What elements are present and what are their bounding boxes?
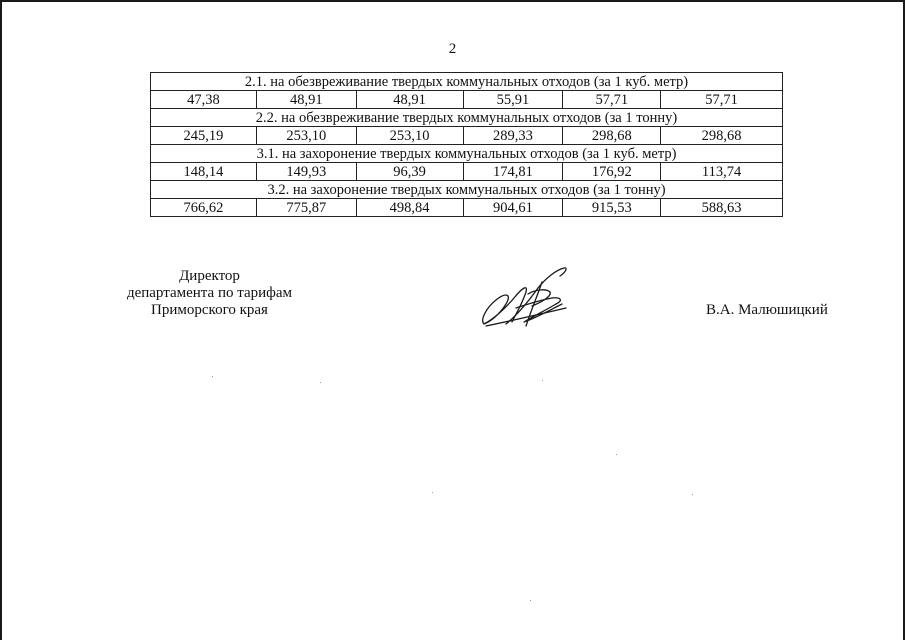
table-cell: 904,61 xyxy=(463,199,563,217)
table-cell: 245,19 xyxy=(151,127,257,145)
table-cell: 915,53 xyxy=(563,199,661,217)
position-line: Директор xyxy=(179,268,240,284)
table-cell: 148,14 xyxy=(151,163,257,181)
section-header-row xyxy=(151,145,783,163)
table-row xyxy=(151,199,783,217)
section-title: 3.2. на захоронение твердых коммунальных отходов (за 1 тонну) xyxy=(151,181,783,199)
scan-speck xyxy=(432,492,433,493)
table-cell: 96,39 xyxy=(356,163,463,181)
page-number: 2 xyxy=(448,41,457,57)
table-cell: 588,63 xyxy=(661,199,783,217)
scan-speck xyxy=(320,382,321,383)
table-row xyxy=(151,163,783,181)
table-cell: 174,81 xyxy=(463,163,563,181)
table-cell: 775,87 xyxy=(256,199,356,217)
table-cell: 253,10 xyxy=(256,127,356,145)
table-cell: 47,38 xyxy=(151,91,257,109)
table-row xyxy=(151,127,783,145)
table-cell: 55,91 xyxy=(463,91,563,109)
scan-speck xyxy=(530,600,531,601)
table-cell: 298,68 xyxy=(661,127,783,145)
table-cell: 113,74 xyxy=(661,163,783,181)
table-cell: 298,68 xyxy=(563,127,661,145)
table-cell: 498,84 xyxy=(356,199,463,217)
table-cell: 48,91 xyxy=(256,91,356,109)
position-line: Приморского края xyxy=(151,302,268,318)
scan-speck xyxy=(212,376,213,377)
table-row xyxy=(151,91,783,109)
section-header-row xyxy=(151,109,783,127)
table-cell: 57,71 xyxy=(661,91,783,109)
handwritten-signature xyxy=(476,264,576,330)
scan-speck xyxy=(542,380,543,381)
scan-speck xyxy=(616,454,617,455)
signer-name: В.А. Малюшицкий xyxy=(706,302,828,318)
scan-speck xyxy=(692,494,693,495)
table-cell: 253,10 xyxy=(356,127,463,145)
section-header-row xyxy=(151,73,783,91)
position-line: департамента по тарифам xyxy=(126,285,293,301)
section-title: 3.1. на захоронение твердых коммунальных отходов (за 1 куб. метр) xyxy=(151,145,783,163)
tariff-table xyxy=(150,72,783,217)
director-title xyxy=(102,268,317,319)
table-cell: 176,92 xyxy=(563,163,661,181)
table-cell: 289,33 xyxy=(463,127,563,145)
table-cell: 48,91 xyxy=(356,91,463,109)
section-header-row xyxy=(151,181,783,199)
section-title: 2.2. на обезвреживание твердых коммунальных отходов (за 1 тонну) xyxy=(151,109,783,127)
table-cell: 766,62 xyxy=(151,199,257,217)
table-cell: 149,93 xyxy=(256,163,356,181)
section-title: 2.1. на обезвреживание твердых коммунальных отходов (за 1 куб. метр) xyxy=(151,73,783,91)
table-cell: 57,71 xyxy=(563,91,661,109)
